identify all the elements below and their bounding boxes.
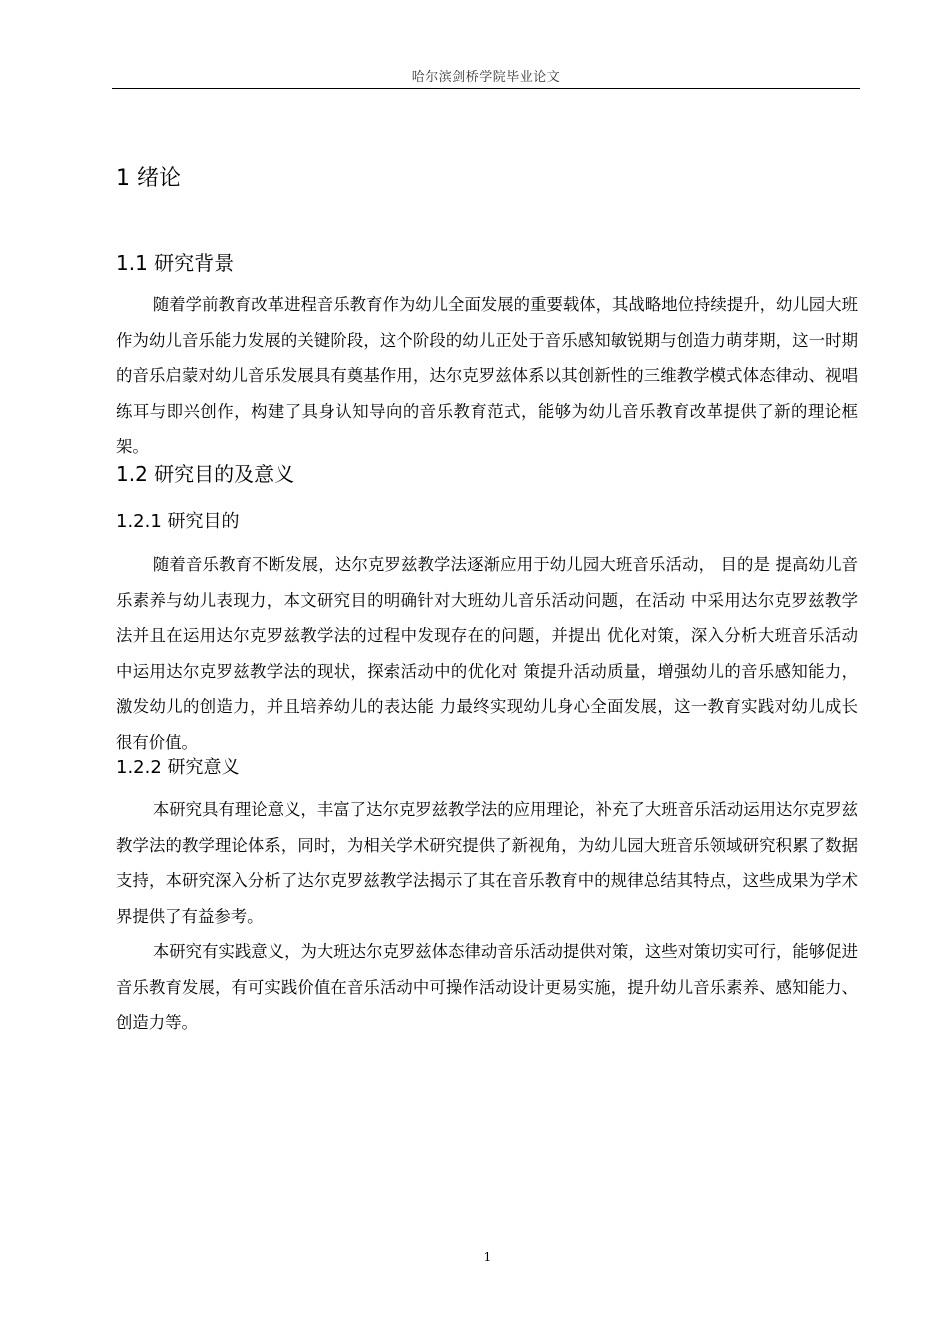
paragraph-purpose: 随着音乐教育不断发展，达尔克罗兹教学法逐渐应用于幼儿园大班音乐活动， 目的是 提高幼儿音乐素养与幼儿表现力，本文研究目的明确针对大班幼儿音乐活动问题，在活动 中采用达尔克罗兹教学法并且在运用达尔克罗兹教学法的过程中发现存在的问题，并提出 优化对策，深入分析大班音乐活动中运用达尔克罗兹教学法的现状，探索活动中的优化对 策提升活动质量，增强幼儿的音乐感知能力，激发幼儿的创造力，并且培养幼儿的表达能 力最终实现幼儿身心全面发展，这一教育实践对幼儿成长很有价值。 — [116, 555, 858, 752]
page-number: 1 — [483, 1250, 492, 1264]
subsection-heading-purpose: 1.2.1 研究目的 — [116, 511, 240, 532]
page-header: 哈尔滨剑桥学院毕业论文 — [411, 70, 561, 85]
paragraph-significance-practice: 本研究有实践意义，为大班达尔克罗兹体态律动音乐活动提供对策，这些对策切实可行，能够促进音乐教育发展，有可实践价值在音乐活动中可操作活动设计更易实施，提升幼儿音乐素养、感知能力、创造力等。 — [116, 942, 858, 1032]
chapter-title: 1 绪论 — [116, 166, 181, 191]
header-divider — [112, 88, 860, 89]
section-heading-background: 1.1 研究背景 — [116, 251, 235, 275]
paragraph-background: 随着学前教育改革进程音乐教育作为幼儿全面发展的重要载体，其战略地位持续提升，幼儿园大班作为幼儿音乐能力发展的关键阶段，这个阶段的幼儿正处于音乐感知敏锐期与创造力萌芽期，这一时期的音乐启蒙对幼儿音乐发展具有奠基作用，达尔克罗兹体系以其创新性的三维教学模式体态律动、视唱练耳与即兴创作，构建了具身认知导向的音乐教育范式，能够为幼儿音乐教育改革提供了新的理论框架。 — [116, 295, 858, 456]
section-heading-purpose-significance: 1.2 研究目的及意义 — [116, 462, 295, 486]
paragraph-significance-theory: 本研究具有理论意义，丰富了达尔克罗兹教学法的应用理论，补充了大班音乐活动运用达尔克罗兹教学法的教学理论体系，同时，为相关学术研究提供了新视角，为幼儿园大班音乐领域研究积累了数据支持，本研究深入分析了达尔克罗兹教学法揭示了其在音乐教育中的规律总结其特点，这些成果为学术界提供了有益参考。 — [116, 800, 858, 926]
subsection-heading-significance: 1.2.2 研究意义 — [116, 757, 240, 778]
